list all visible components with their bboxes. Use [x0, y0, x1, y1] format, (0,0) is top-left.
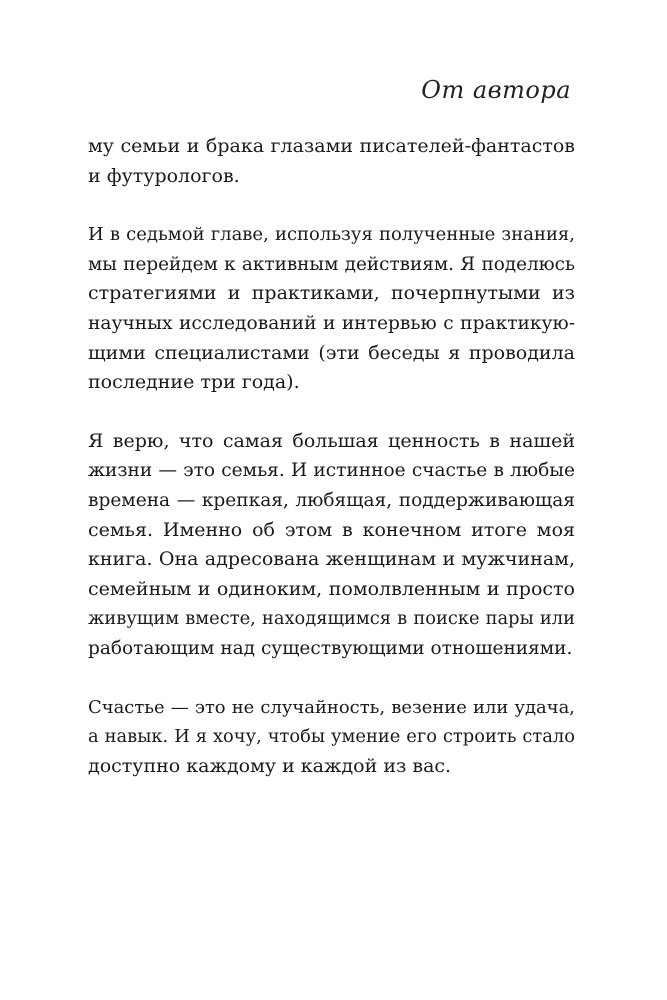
text-line: научных исследований и интервью с практикую-	[88, 312, 575, 334]
text-line: мы перейдем к активным действиям. Я поделюсь	[88, 253, 575, 275]
paragraph-4	[88, 693, 575, 782]
text-line: И в седьмой главе, используя полученные знания,	[88, 224, 575, 246]
text-line: а навык. И я хочу, чтобы умение его строить стало	[88, 726, 575, 748]
text-line: жизни — это семья. И истинное счастье в любые	[88, 460, 575, 482]
text-line: щими специалистами (эти беседы я проводила	[88, 341, 575, 364]
text-line: последние три года).	[88, 371, 300, 394]
body-text	[88, 132, 575, 810]
running-head: От автора	[421, 76, 571, 104]
text-line: семейным и одиноким, помолвленным и просто	[88, 577, 575, 600]
text-line: семья. Именно об этом в конечном итоге моя	[88, 518, 575, 541]
paragraph-3	[88, 427, 575, 664]
paragraph-2	[88, 220, 575, 398]
text-line: времена — крепкая, любящая, поддерживающая	[88, 489, 575, 511]
paragraph-1	[88, 132, 575, 191]
text-line: Счастье — это не случайность, везение или удача,	[88, 696, 575, 718]
text-line: стратегиями и практиками, почерпнутыми из	[88, 282, 575, 305]
text-line: Я верю, что самая большая ценность в нашей	[88, 429, 575, 452]
text-line: живущим вместе, находящимся в поиске пары или	[88, 608, 575, 630]
text-line: книга. Она адресована женщинам и мужчинам,	[88, 548, 575, 571]
text-line: и футурологов.	[88, 164, 240, 187]
text-line: работающим над существующими отношениями.	[88, 637, 573, 659]
text-line: доступно каждому и каждой из вас.	[88, 754, 452, 777]
text-line: му семьи и брака глазами писателей-фантастов	[88, 135, 575, 157]
